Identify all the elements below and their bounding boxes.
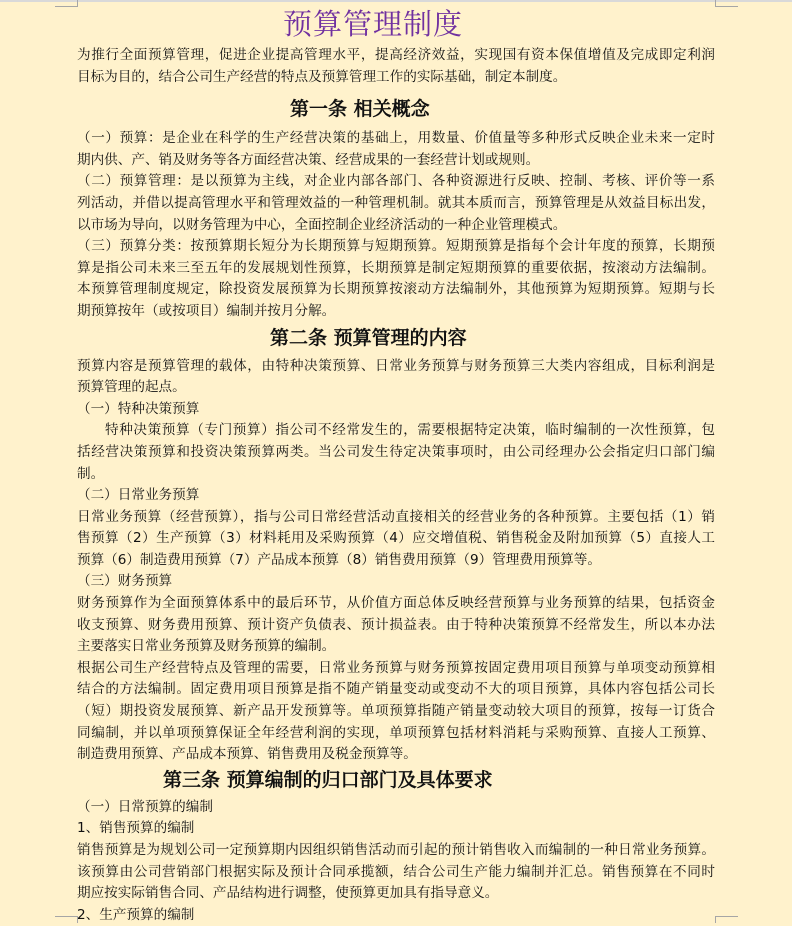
text-line: 销售预算是为规划公司一定预算期内因组织销售活动而引起的预计销售收入而编制的一种日常业务预算。 [77,842,715,858]
text-line: 期内供、产、销及财务等各方面经营决策、经营成果的一套经营计划或规则。 [77,151,540,168]
text-line: 目标为目的，结合公司生产经营的特点及预算管理工作的实际基础，制定本制度。 [77,68,567,85]
section-3 [77,766,715,926]
paragraph [77,571,715,593]
document-title: 预算管理制度 [283,7,464,41]
text-line: 以市场为导向，以财务管理为中心，全面控制企业经济活动的一种企业管理模式。 [77,216,567,233]
text-line: 预算（6）制造费用预算（7）产品成本预算（8）销售费用预算（9）管理费用预算等。 [77,551,601,568]
text-line: 算是指公司未来三至五年的发展规划性预算，长期预算是制定短期预算的重要依据，按滚动方法编制。 [77,259,715,276]
section-heading: 第一条 相关概念 [290,98,430,121]
text-line: 2、生产预算的编制 [77,906,195,923]
paragraph [77,905,715,926]
text-line: 结合的方法编制。固定费用项目预算是指不随产销量变动或变动不大的项目预算，具体内容包括公司长 [77,681,715,698]
text-line: （一）预算：是企业在科学的生产经营决策的基础上，用数量、价值量等多种形式反映企业未来一定时 [77,130,715,147]
paragraph [77,128,715,171]
text-line: （一）特种决策预算 [77,400,200,417]
text-line: 期应按实际销售合同、产品结构进行调整，使预算更加具有指导意义。 [77,885,499,902]
text-line: （三）预算分类：按预算期长短分为长期预算与短期预算。短期预算是指每个会计年度的预算，长期预 [77,238,715,255]
text-line: 期预算按年（或按项目）编制并按月分解。 [77,302,336,319]
paragraph [77,840,715,905]
text-line: 日常业务预算（经营预算），指与公司日常经营活动直接相关的经营业务的各种预算。主要包括（1）销 [77,508,715,525]
text-line: 本预算管理制度规定，除投资发展预算为长期预算按滚动方法编制外，其他预算为短期预算。短期与长 [77,281,715,298]
text-line: 预算管理的起点。 [77,379,186,396]
text-line: 主要落实日常业务预算及财务预算的编制。 [77,638,336,655]
text-line: 收支预算、财务费用预算、预计资产负债表、预计损益表。由于特种决策预算不经常发生，所以本办法 [77,616,715,633]
text-line: 预算内容是预算管理的载体，由特种决策预算、日常业务预算与财务预算三大类内容组成，目标利润是 [77,357,715,374]
paragraph [77,399,715,421]
text-line: 特种决策预算（专门预算）指公司不经常发生的，需要根据特定决策，临时编制的一次性预算，包 [105,422,715,439]
text-line: 该预算由公司营销部门根据实际及预计合同承揽额，结合公司生产能力编制并汇总。销售预算在不同时 [77,863,715,880]
text-line: 财务预算作为全面预算体系中的最后环节，从价值方面总体反映经营预算与业务预算的结果，包括资金 [77,595,715,612]
corner-mark-top-right [715,0,738,7]
paragraph [77,356,715,399]
section-heading: 第二条 预算管理的内容 [270,326,467,349]
paragraph [77,658,715,766]
text-line: 同编制，并以单项预算保证全年经营利润的实现，单项预算包括材料消耗与采购预算、直接人工预算、 [77,724,715,741]
text-line: （二）日常业务预算 [77,487,200,504]
paragraph [77,420,715,485]
text-line: 根据公司生产经营特点及管理的需要，日常业务预算与财务预算按固定费用项目预算与单项变动预算相 [77,659,715,676]
corner-mark-top-left [55,0,78,7]
text-line: 制。 [77,465,105,482]
text-line: （三）财务预算 [77,573,173,590]
text-line: 括经营决策预算和投资决策预算两类。当公司发生待定决策事项时，由公司经理办公会指定归口部门编 [77,443,715,460]
text-line: 为推行全面预算管理，促进企业提高管理水平，提高经济效益，实现国有资本保值增值及完成即定利润 [77,47,715,63]
section-1 [77,88,715,322]
text-line: 列活动，并借以提高管理水平和管理效益的一种管理机制。就其本质而言，预算管理是从效益目标出发， [77,194,715,211]
text-line: 1、销售预算的编制 [77,820,195,837]
section-heading: 第三条 预算编制的归口部门及具体要求 [163,768,493,791]
text-line: （短）期投资发展预算、新产品开发预算等。单项预算指随产销量变动较大项目的预算，按每一订货合 [77,703,715,720]
text-line: （一）日常预算的编制 [77,798,213,815]
text-line: （二）预算管理：是以预算为主线，对企业内部各部门、各种资源进行反映、控制、考核、评价等一系 [77,173,715,190]
paragraph [77,171,715,236]
document-page [77,0,715,926]
text-line: 售预算（2）生产预算（3）材料耗用及采购预算（4）应交增值税、销售税金及附加预算（5）直接人工 [77,530,715,547]
text-line: 制造费用预算、产品成本预算、销售费用及税金预算等。 [77,746,417,763]
paragraph [77,797,715,819]
paragraph [77,507,715,572]
paragraph [77,818,715,840]
sections [77,88,715,926]
paragraph [77,593,715,658]
paragraph [77,485,715,507]
paragraph [77,236,715,322]
intro-paragraph [77,45,715,88]
section-2 [77,323,715,766]
